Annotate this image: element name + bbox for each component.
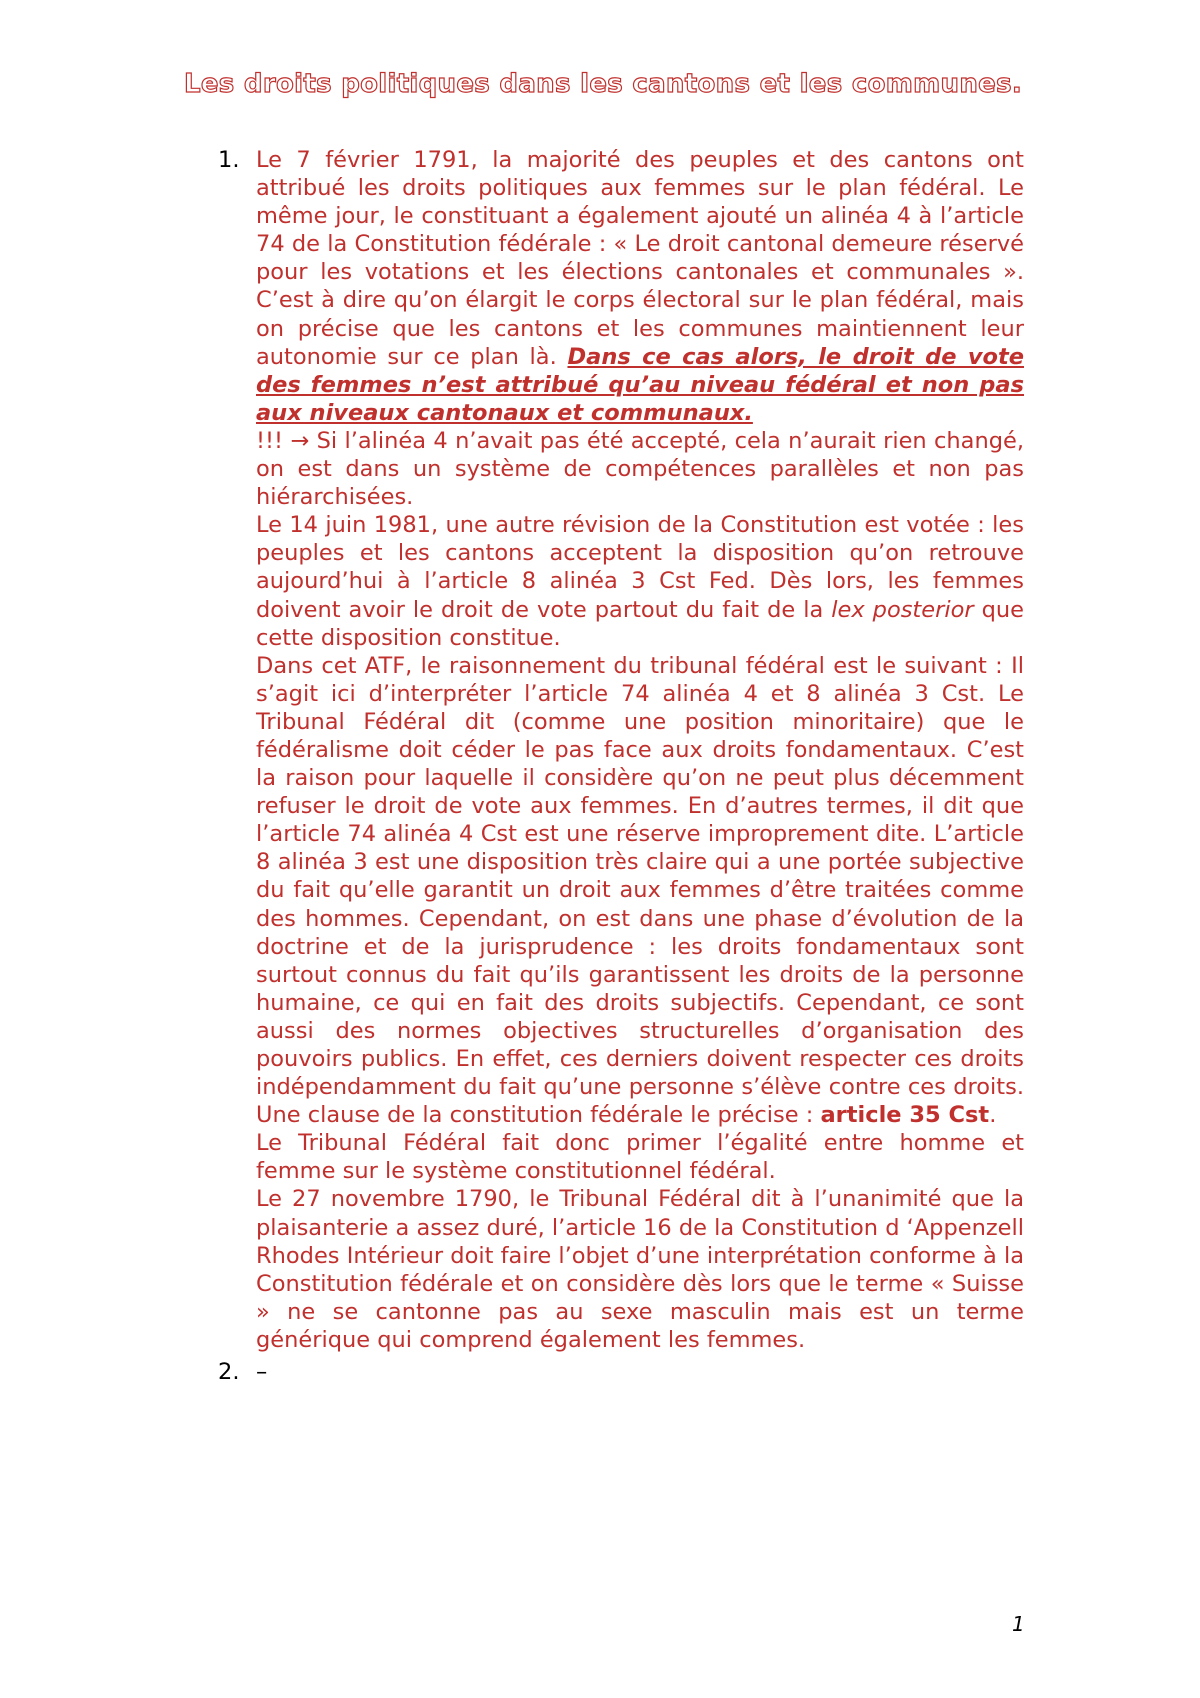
warning-marker: !!! [256, 427, 291, 454]
emphasized-text: Dans ce cas alors, le droit de vote des femmes n’est attribué qu’au niveau fédéral et non pas aux niveaux cantonaux et communaux. [256, 343, 1024, 426]
paragraph-1 [256, 146, 1024, 427]
document-title: Les droits politiques dans les cantons et les communes. [184, 69, 1023, 99]
arrow-icon: → [290, 427, 310, 454]
paragraph-5: Le Tribunal Fédéral fait donc primer l’égalité entre homme et femme sur le système constitutionnel fédéral. [256, 1130, 1024, 1185]
paragraph-4 [256, 652, 1024, 1130]
paragraph-4-text-before: Dans cet ATF, le raisonnement du tribunal fédéral est le suivant : Il s’agit ici d’interpréter l’article 74 alinéa 4 et 8 alinéa 3 Cst. Le Tribunal Fédéral dit (comme une position minoritaire) que le fédéralisme doit céder le pas face aux droits fondamentaux. C’est la raison pour laquelle il considère qu’on ne peut plus décemment refuser le droit de vote aux femmes. En d’autres termes, il dit que l’article 74 alinéa 4 Cst est une réserve improprement dite. L’article 8 alinéa 3 est une disposition très claire qui a une portée subjective du fait qu’elle garantit un droit aux femmes d’être traitées comme des hommes. Cependant, on est dans une phase d’évolution de la doctrine et de la jurisprudence : les droits fondamentaux sont surtout connus du fait qu’ils garantissent les droits de la personne humaine, ce qui en fait des droits subjectifs. Cependant, ce sont aussi des normes objectives structurelles d’organisation des pouvoirs publics. En effet, ces derniers doivent respecter ces droits indépendamment du fait qu’une personne s’élève contre ces droits. Une clause de la constitution fédérale le précise : [256, 652, 1024, 1129]
list-number: 1. [218, 147, 240, 173]
numbered-list [218, 146, 1025, 1386]
lex-posterior-term: lex posterior [831, 596, 974, 623]
paragraph-2-text: Si l’alinéa 4 n’avait pas été accepté, cela n’aurait rien changé, on est dans un système de compétences parallèles et non pas hiérarchisées. [256, 427, 1024, 511]
page-number: 1 [1012, 1612, 1025, 1636]
paragraph-2 [256, 427, 1024, 511]
paragraph-4-text-after: . [989, 1102, 997, 1129]
paragraph-6: Le 27 novembre 1790, le Tribunal Fédéral dit à l’unanimité que la plaisanterie a assez duré, l’article 16 de la Constitution d ‘Appenzell Rhodes Intérieur doit faire l’objet d’une interprétation conforme à la Constitution fédérale et on considère dès lors que le terme « Suisse » ne se cantonne pas au sexe masculin mais est un terme générique qui comprend également les femmes. [256, 1186, 1024, 1353]
list-item-2 [218, 1358, 1024, 1386]
paragraph-3 [256, 511, 1024, 651]
article-reference: article 35 Cst [820, 1102, 990, 1129]
paragraph-1-text: Le 7 février 1791, la majorité des peuples et des cantons ont attribué les droits politiques aux femmes sur le plan fédéral. Le même jour, le constituant a également ajouté un alinéa 4 à l’article 74 de la Constitution fédérale : « Le droit cantonal demeure réservé pour les votations et les élections cantonales et communales ». C’est à dire qu’on élargit le corps électoral sur le plan fédéral, mais on précise que les cantons et les communes maintiennent leur autonomie sur ce plan là. [256, 147, 1024, 370]
list-item-1 [218, 146, 1025, 1354]
paragraph-3-text-before: Le 14 juin 1981, une autre révision de la Constitution est votée : les peuples et les cantons acceptent la disposition qu’on retrouve aujourd’hui à l’article 8 alinéa 3 Cst Fed. Dès lors, les femmes doivent avoir le droit de vote partout du fait de la [256, 512, 1024, 623]
list-number: 2. [218, 1359, 240, 1386]
list-item-2-text: – [256, 1359, 268, 1386]
paragraph-3-text-after: que cette disposition constitue. [256, 596, 1025, 651]
